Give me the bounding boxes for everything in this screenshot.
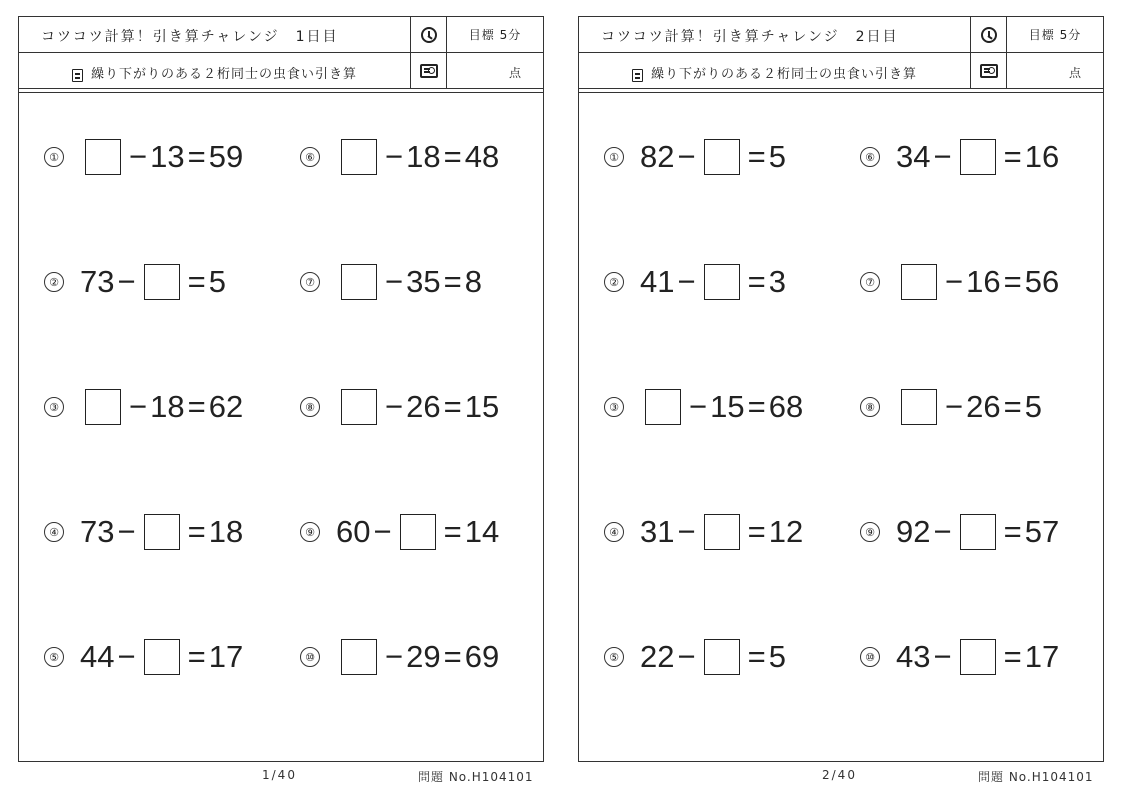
- equals-sign: =: [747, 389, 766, 424]
- operand-b: 13: [150, 139, 185, 174]
- equals-sign: =: [187, 139, 206, 174]
- problem-1: [44, 137, 243, 177]
- problem-10: [860, 637, 1059, 677]
- operand-c: 69: [464, 639, 500, 674]
- operand-c: 18: [208, 514, 244, 549]
- equals-sign: =: [1003, 514, 1022, 549]
- problem-number: ⑥: [860, 147, 880, 167]
- operand-a: 41: [640, 264, 675, 299]
- equals-sign: =: [443, 389, 462, 424]
- problem-2: [44, 262, 226, 302]
- problem-number: ⑤: [604, 647, 624, 667]
- minus-sign: −: [945, 264, 964, 299]
- operand-a: 43: [896, 639, 931, 674]
- document-icon: [632, 69, 643, 82]
- minus-sign: −: [385, 389, 404, 424]
- answer-box[interactable]: [645, 389, 681, 425]
- worksheet-title: コツコツ計算！引き算チャレンジ 1日目: [41, 29, 339, 45]
- operand-c: 59: [208, 139, 244, 174]
- problem-number: ①: [44, 147, 64, 167]
- header-row-title: [579, 17, 1103, 53]
- problem-number: ⑧: [860, 397, 880, 417]
- problem-6: [860, 137, 1059, 177]
- operand-b: 18: [150, 389, 185, 424]
- problem-9: [300, 512, 499, 552]
- minus-sign: −: [385, 139, 404, 174]
- operand-a: 60: [336, 514, 371, 549]
- header-divider: [19, 89, 543, 93]
- operand-c: 62: [208, 389, 244, 424]
- minus-sign: −: [117, 514, 136, 549]
- certificate-icon: [420, 64, 438, 78]
- equals-sign: =: [1003, 639, 1022, 674]
- operand-b: 26: [406, 389, 441, 424]
- problem-number: ④: [604, 522, 624, 542]
- operand-c: 14: [464, 514, 500, 549]
- clock-cell: [411, 17, 447, 52]
- answer-box[interactable]: [400, 514, 436, 550]
- operand-a: 22: [640, 639, 675, 674]
- problem-10: [300, 637, 499, 677]
- answer-box[interactable]: [704, 264, 740, 300]
- answer-box[interactable]: [341, 139, 377, 175]
- goal-time: 目標 5分: [1028, 28, 1082, 42]
- operand-a: 73: [80, 514, 115, 549]
- problem-number: ⑤: [44, 647, 64, 667]
- answer-box[interactable]: [85, 139, 121, 175]
- title-cell: [19, 17, 411, 52]
- operand-a: 73: [80, 264, 115, 299]
- minus-sign: −: [677, 639, 696, 674]
- title-cell: [579, 17, 971, 52]
- minus-sign: −: [117, 264, 136, 299]
- problem-number: ③: [604, 397, 624, 417]
- equals-sign: =: [443, 139, 462, 174]
- problem-number: ②: [604, 272, 624, 292]
- header-row-subtitle: [579, 53, 1103, 89]
- problem-8: [300, 387, 499, 427]
- operand-c: 16: [1024, 139, 1060, 174]
- equals-sign: =: [747, 514, 766, 549]
- header-divider: [579, 89, 1103, 93]
- operand-c: 5: [1024, 389, 1042, 424]
- problem-3: [44, 387, 243, 427]
- answer-box[interactable]: [704, 514, 740, 550]
- problem-number: ④: [44, 522, 64, 542]
- answer-box[interactable]: [85, 389, 121, 425]
- problem-number: ⑦: [860, 272, 880, 292]
- answer-box[interactable]: [704, 639, 740, 675]
- answer-box[interactable]: [901, 264, 937, 300]
- equals-sign: =: [443, 264, 462, 299]
- equals-sign: =: [747, 264, 766, 299]
- minus-sign: −: [129, 389, 148, 424]
- operand-a: 82: [640, 139, 675, 174]
- clock-icon: [981, 27, 997, 43]
- minus-sign: −: [385, 264, 404, 299]
- problem-code: 問題 No.H104101: [978, 770, 1094, 784]
- clock-cell: [971, 17, 1007, 52]
- equals-sign: =: [187, 264, 206, 299]
- header-row-title: [19, 17, 543, 53]
- operand-b: 35: [406, 264, 441, 299]
- answer-box[interactable]: [960, 514, 996, 550]
- minus-sign: −: [933, 514, 952, 549]
- equals-sign: =: [187, 639, 206, 674]
- operand-c: 5: [768, 639, 786, 674]
- problem-3: [604, 387, 803, 427]
- problem-number: ⑥: [300, 147, 320, 167]
- operand-c: 57: [1024, 514, 1060, 549]
- score-field: 点: [1068, 66, 1081, 80]
- operand-b: 29: [406, 639, 441, 674]
- operand-c: 5: [208, 264, 226, 299]
- problem-number: ⑨: [860, 522, 880, 542]
- problem-6: [300, 137, 499, 177]
- worksheet-subtitle: 繰り下がりのある２桁同士の虫食い引き算: [650, 67, 917, 82]
- problem-number: ⑦: [300, 272, 320, 292]
- minus-sign: −: [373, 514, 392, 549]
- problem-8: [860, 387, 1042, 427]
- minus-sign: −: [677, 139, 696, 174]
- equals-sign: =: [443, 639, 462, 674]
- minus-sign: −: [933, 639, 952, 674]
- worksheet-subtitle: 繰り下がりのある２桁同士の虫食い引き算: [90, 67, 357, 82]
- document-icon: [72, 69, 83, 82]
- minus-sign: −: [933, 139, 952, 174]
- minus-sign: −: [677, 264, 696, 299]
- equals-sign: =: [187, 389, 206, 424]
- problem-7: [300, 262, 482, 302]
- subtitle-cell: [579, 53, 971, 88]
- answer-box[interactable]: [341, 264, 377, 300]
- operand-c: 12: [768, 514, 804, 549]
- operand-c: 5: [768, 139, 786, 174]
- operand-a: 34: [896, 139, 931, 174]
- equals-sign: =: [1003, 389, 1022, 424]
- equals-sign: =: [747, 139, 766, 174]
- page-number: 2/40: [822, 768, 857, 782]
- minus-sign: −: [129, 139, 148, 174]
- operand-a: 31: [640, 514, 675, 549]
- score-field: 点: [508, 66, 521, 80]
- problem-2: [604, 262, 786, 302]
- subtitle-cell: [19, 53, 411, 88]
- operand-a: 44: [80, 639, 115, 674]
- operand-c: 15: [464, 389, 500, 424]
- problem-number: ⑩: [300, 647, 320, 667]
- minus-sign: −: [945, 389, 964, 424]
- problem-4: [44, 512, 243, 552]
- minus-sign: −: [677, 514, 696, 549]
- minus-sign: −: [385, 639, 404, 674]
- problem-5: [604, 637, 786, 677]
- problem-1: [604, 137, 786, 177]
- operand-b: 26: [966, 389, 1001, 424]
- problem-9: [860, 512, 1059, 552]
- equals-sign: =: [187, 514, 206, 549]
- problem-number: ⑨: [300, 522, 320, 542]
- problem-5: [44, 637, 243, 677]
- minus-sign: −: [117, 639, 136, 674]
- problem-number: ②: [44, 272, 64, 292]
- problem-code: 問題 No.H104101: [418, 770, 534, 784]
- problem-number: ①: [604, 147, 624, 167]
- answer-box[interactable]: [144, 264, 180, 300]
- operand-c: 48: [464, 139, 500, 174]
- equals-sign: =: [1003, 264, 1022, 299]
- clock-icon: [421, 27, 437, 43]
- equals-sign: =: [443, 514, 462, 549]
- page-number: 1/40: [262, 768, 297, 782]
- problem-number: ③: [44, 397, 64, 417]
- answer-box[interactable]: [341, 639, 377, 675]
- operand-b: 15: [710, 389, 745, 424]
- problem-number: ⑧: [300, 397, 320, 417]
- operand-c: 8: [464, 264, 482, 299]
- operand-c: 17: [1024, 639, 1060, 674]
- operand-c: 17: [208, 639, 244, 674]
- problem-number: ⑩: [860, 647, 880, 667]
- equals-sign: =: [1003, 139, 1022, 174]
- answer-box[interactable]: [960, 639, 996, 675]
- answer-box[interactable]: [960, 139, 996, 175]
- certificate-cell: [971, 53, 1007, 88]
- operand-c: 56: [1024, 264, 1060, 299]
- answer-box[interactable]: [704, 139, 740, 175]
- answer-box[interactable]: [144, 639, 180, 675]
- answer-box[interactable]: [341, 389, 377, 425]
- certificate-icon: [980, 64, 998, 78]
- operand-c: 68: [768, 389, 804, 424]
- operand-b: 16: [966, 264, 1001, 299]
- minus-sign: −: [689, 389, 708, 424]
- header-row-subtitle: [19, 53, 543, 89]
- operand-a: 92: [896, 514, 931, 549]
- answer-box[interactable]: [901, 389, 937, 425]
- operand-c: 3: [768, 264, 786, 299]
- goal-time: 目標 5分: [468, 28, 522, 42]
- operand-b: 18: [406, 139, 441, 174]
- answer-box[interactable]: [144, 514, 180, 550]
- problem-4: [604, 512, 803, 552]
- certificate-cell: [411, 53, 447, 88]
- worksheet-title: コツコツ計算！引き算チャレンジ 2日目: [601, 29, 899, 45]
- equals-sign: =: [747, 639, 766, 674]
- problem-7: [860, 262, 1059, 302]
